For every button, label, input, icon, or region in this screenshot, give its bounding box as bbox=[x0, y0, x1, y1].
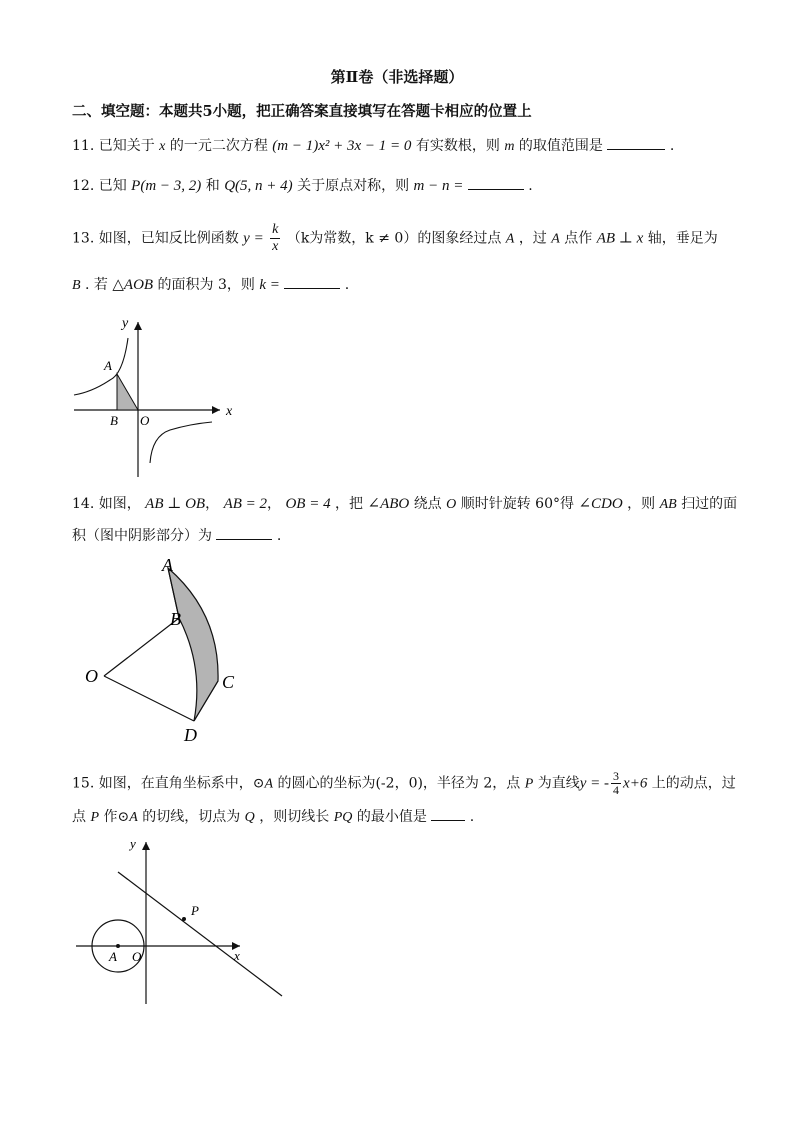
q13-frac-num: k bbox=[272, 222, 279, 237]
question-14-line2 bbox=[72, 525, 281, 546]
q15-label-a: A bbox=[109, 949, 117, 964]
q14-cond-1: AB ⊥ OB bbox=[145, 496, 206, 512]
q15-fraction bbox=[611, 770, 621, 797]
q14-angle-abo: ∠ABO bbox=[367, 496, 410, 512]
q15-point-p: P bbox=[524, 776, 534, 792]
q14-figure bbox=[80, 555, 260, 750]
question-13-line2 bbox=[72, 274, 349, 296]
q13-x-arrow bbox=[212, 406, 220, 414]
q13-fraction bbox=[270, 222, 280, 255]
q15-center-a bbox=[116, 944, 120, 948]
q12-text-b: 和 bbox=[205, 178, 220, 194]
q15-line2-a: 点 bbox=[72, 809, 86, 825]
q11-number: 11. bbox=[72, 138, 95, 154]
q15-number: 15. bbox=[72, 775, 95, 792]
q15-point-p-dot bbox=[182, 917, 186, 921]
q11-text-d: 的取值范围是 bbox=[518, 138, 603, 154]
question-13-line1 bbox=[72, 222, 718, 255]
q14-segment-ob bbox=[104, 618, 179, 676]
section-heading: 二、填空题：本题共5小题，把正确答案直接填写在答题卡相应的位置上 bbox=[72, 103, 532, 120]
q13-text-d: 点作 bbox=[564, 230, 593, 247]
q13-text-c: ，过 bbox=[518, 230, 547, 247]
q13-y-arrow bbox=[134, 322, 142, 330]
q13-point-a: A bbox=[505, 231, 515, 247]
q13-curve-lower-right bbox=[150, 422, 212, 463]
q15-label-x: x bbox=[234, 948, 240, 963]
q15-point-p-2: P bbox=[90, 810, 100, 825]
q15-line2-e: 的最小值是 bbox=[356, 809, 427, 825]
q15-end: . bbox=[469, 809, 475, 825]
q13-label-x: x bbox=[226, 404, 233, 419]
q13-point-a-2: A bbox=[551, 231, 560, 247]
q15-label-o: O bbox=[132, 949, 142, 964]
q14-text-c: 绕点 bbox=[413, 496, 442, 512]
q13-triangle: △AOB bbox=[112, 277, 154, 293]
q15-text-b: 的圆心的坐标为(-2，0)，半径为 2，点 bbox=[277, 775, 521, 792]
q15-frac-den: 4 bbox=[613, 783, 620, 797]
q14-angle-cdo: ∠CDO bbox=[578, 496, 623, 512]
q13-label-a: A bbox=[104, 358, 112, 373]
q15-line bbox=[118, 872, 282, 996]
q15-label-p: P bbox=[191, 903, 199, 918]
q11-text-c: 有实数根，则 bbox=[415, 138, 500, 154]
q14-cond-3: OB = 4 bbox=[285, 496, 331, 512]
q14-text-e: ，则 bbox=[627, 496, 656, 512]
q13-k-eq: k = bbox=[259, 277, 280, 293]
q14-answer-blank[interactable] bbox=[216, 525, 272, 540]
q14-label-b: B bbox=[170, 609, 181, 629]
q15-y-arrow bbox=[142, 842, 150, 850]
q11-end: . bbox=[669, 138, 675, 154]
q15-text-c: 为直线 bbox=[537, 775, 580, 792]
q13-line2-text: . 若 bbox=[85, 277, 108, 293]
q12-end: . bbox=[528, 178, 533, 194]
q14-text-b: ，把 bbox=[335, 496, 364, 512]
q14-text-d: 顺时针旋转 60°得 bbox=[460, 496, 574, 512]
q14-label-d: D bbox=[184, 725, 197, 745]
q15-answer-blank[interactable] bbox=[431, 806, 465, 821]
q13-point-b: B bbox=[72, 278, 81, 293]
q14-label-o: O bbox=[85, 666, 98, 686]
q14-cond-2: AB = 2 bbox=[223, 496, 268, 512]
q13-text-a: 如图，已知反比例函数 bbox=[98, 230, 239, 247]
q12-expression: m − n = bbox=[413, 178, 464, 194]
q12-number: 12. bbox=[72, 178, 95, 194]
q11-answer-blank[interactable] bbox=[607, 135, 665, 150]
q11-var-m: m bbox=[504, 139, 515, 154]
q11-var-x: x bbox=[159, 139, 166, 154]
q13-line2-text2: 的面积为 3，则 bbox=[157, 277, 255, 293]
q11-text-b: 的一元二次方程 bbox=[169, 138, 268, 154]
q13-perp: AB ⊥ x bbox=[596, 230, 644, 247]
q13-y-eq: y = bbox=[243, 230, 264, 247]
q15-pq: PQ bbox=[333, 810, 353, 825]
q14-ab: AB bbox=[659, 497, 677, 512]
q15-text-d: 上的动点，过 bbox=[651, 775, 736, 792]
q14-shaded-region bbox=[168, 568, 218, 721]
q15-figure bbox=[70, 836, 290, 1008]
q13-end: . bbox=[344, 277, 350, 293]
q14-line2: 积（图中阴影部分）为 bbox=[72, 528, 212, 544]
q13-frac-den: x bbox=[272, 239, 279, 254]
q13-label-o: O bbox=[140, 413, 150, 428]
q15-line-eq-a: y = - bbox=[579, 775, 610, 792]
q14-text-a: 如图， bbox=[98, 496, 141, 512]
q11-text-a: 已知关于 bbox=[98, 138, 155, 154]
q14-point-o: O bbox=[446, 497, 457, 512]
question-15-line2 bbox=[72, 806, 474, 828]
q14-number: 14. bbox=[72, 496, 95, 512]
q12-point-p: P(m − 3, 2) bbox=[131, 178, 202, 194]
q15-line2-c: 的切线，切点为 bbox=[142, 809, 241, 825]
q13-text-e: 轴，垂足为 bbox=[647, 230, 718, 247]
q15-label-y: y bbox=[130, 836, 136, 851]
q13-figure bbox=[60, 312, 250, 482]
q14-segment-od bbox=[104, 676, 194, 721]
q13-shaded-triangle bbox=[117, 374, 138, 410]
q15-line-eq-b: x+6 bbox=[623, 775, 648, 792]
q14-label-c: C bbox=[222, 672, 235, 692]
question-14-line1: 14. 如图， AB ⊥ OB， AB = 2， OB = 4 ，把 ∠ABO 绕点 O 顺时针旋转 60°得 ∠CDO ，则 AB 扫过的面 bbox=[72, 496, 738, 512]
q12-text-a: 已知 bbox=[98, 178, 127, 194]
q14-end: . bbox=[276, 528, 282, 544]
q12-answer-blank[interactable] bbox=[468, 175, 524, 190]
q14-text-f: 扫过的面 bbox=[681, 496, 738, 512]
q13-text-b: （k为常数，k ≠ 0）的图象经过点 bbox=[286, 230, 502, 247]
q15-point-a: A bbox=[264, 776, 274, 792]
part-title: 第Ⅱ卷（非选择题） bbox=[330, 68, 464, 86]
q15-frac-num: 3 bbox=[613, 769, 620, 783]
q12-point-q: Q(5, n + 4) bbox=[224, 178, 293, 194]
q15-point-q: Q bbox=[244, 810, 255, 825]
q15-line2-d: ，则切线长 bbox=[259, 809, 330, 825]
q13-answer-blank[interactable] bbox=[284, 274, 340, 289]
q15-line2-b: 作⊙ bbox=[103, 809, 130, 825]
q13-label-b: B bbox=[110, 413, 118, 428]
q12-text-c: 关于原点对称，则 bbox=[297, 178, 410, 194]
question-12 bbox=[72, 175, 533, 196]
q13-label-y: y bbox=[122, 316, 129, 331]
q11-equation: (m − 1)x² + 3x − 1 = 0 bbox=[272, 138, 412, 154]
q15-text-a: 如图，在直角坐标系中，⊙ bbox=[98, 775, 265, 792]
q14-label-a: A bbox=[162, 555, 173, 575]
question-11 bbox=[72, 135, 674, 157]
question-15-line1 bbox=[72, 770, 736, 797]
q15-point-a-2: A bbox=[129, 810, 138, 825]
q13-number: 13. bbox=[72, 230, 95, 247]
